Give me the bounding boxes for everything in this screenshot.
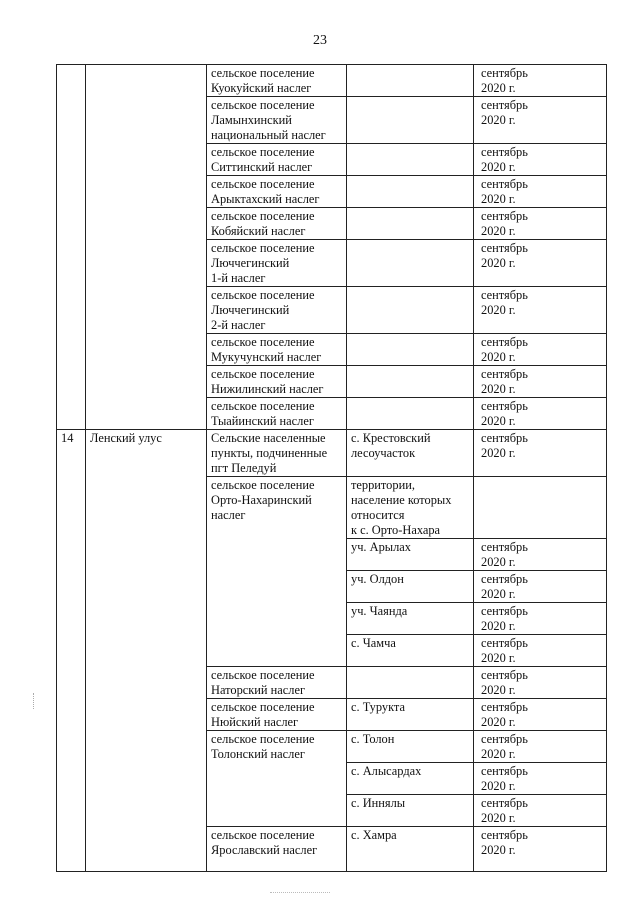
deadline-cell: сентябрь 2020 г. [474, 539, 607, 571]
deadline-cell: сентябрь 2020 г. [474, 366, 607, 398]
deadline-cell: сентябрь 2020 г. [474, 699, 607, 731]
locality-cell: с. Иннялы [347, 795, 474, 827]
locality-cell [347, 287, 474, 334]
deadline-cell [474, 477, 607, 539]
settlement-cell: сельское поселение Арыктахский наслег [207, 176, 347, 208]
deadline-cell: сентябрь 2020 г. [474, 334, 607, 366]
settlement-cell: сельское поселение Мукучунский наслег [207, 334, 347, 366]
table-row [57, 430, 607, 477]
locality-cell: с. Хамра [347, 827, 474, 872]
deadline-cell: сентябрь 2020 г. [474, 208, 607, 240]
deadline-cell: сентябрь 2020 г. [474, 763, 607, 795]
locality-cell: с. Крестовский лесоучасток [347, 430, 474, 477]
locality-cell [347, 65, 474, 97]
locality-cell: уч. Олдон [347, 571, 474, 603]
settlement-cell: сельское поселение Тыайинский наслег [207, 398, 347, 430]
settlements-table [56, 64, 607, 872]
locality-cell: уч. Арылах [347, 539, 474, 571]
settlement-cell: сельское поселение Нижилинский наслег [207, 366, 347, 398]
scan-bottom-mark [270, 892, 330, 893]
deadline-cell: сентябрь 2020 г. [474, 827, 607, 872]
locality-cell: уч. Чаянда [347, 603, 474, 635]
number-cell: 14 [57, 430, 86, 872]
locality-cell [347, 366, 474, 398]
locality-cell [347, 240, 474, 287]
settlement-cell: сельское поселение Куокуйский наслег [207, 65, 347, 97]
locality-cell: с. Чамча [347, 635, 474, 667]
locality-cell [347, 667, 474, 699]
settlement-cell: сельское поселение Ламынхинский национальный наслег [207, 97, 347, 144]
settlement-cell: сельское поселение Ярославский наслег [207, 827, 347, 872]
deadline-cell: сентябрь 2020 г. [474, 430, 607, 477]
deadline-cell: сентябрь 2020 г. [474, 97, 607, 144]
settlement-cell: сельское поселение Люччегинский 1-й наслег [207, 240, 347, 287]
deadline-cell: сентябрь 2020 г. [474, 731, 607, 763]
deadline-cell: сентябрь 2020 г. [474, 240, 607, 287]
settlement-cell: сельское поселение Кобяйский наслег [207, 208, 347, 240]
deadline-cell: сентябрь 2020 г. [474, 398, 607, 430]
locality-header-cell: территории, население которых относится к с. Орто-Нахара [347, 477, 474, 539]
deadline-cell: сентябрь 2020 г. [474, 176, 607, 208]
locality-cell [347, 176, 474, 208]
locality-cell: с. Алысардах [347, 763, 474, 795]
locality-cell [347, 208, 474, 240]
settlement-cell: Сельские населенные пункты, подчиненные пгт Пеледуй [207, 430, 347, 477]
settlement-cell: сельское поселение Ситтинский наслег [207, 144, 347, 176]
deadline-cell: сентябрь 2020 г. [474, 795, 607, 827]
deadline-cell: сентябрь 2020 г. [474, 603, 607, 635]
deadline-cell: сентябрь 2020 г. [474, 571, 607, 603]
settlement-cell: сельское поселение Нюйский наслег [207, 699, 347, 731]
table-row [57, 65, 607, 97]
page-number: 23 [313, 33, 327, 48]
district-cell: Ленский улус [86, 430, 207, 872]
locality-cell [347, 334, 474, 366]
locality-cell: с. Турукта [347, 699, 474, 731]
deadline-cell: сентябрь 2020 г. [474, 635, 607, 667]
number-cell [57, 65, 86, 430]
deadline-cell: сентябрь 2020 г. [474, 287, 607, 334]
deadline-cell: сентябрь 2020 г. [474, 65, 607, 97]
settlement-cell: сельское поселение Толонский наслег [207, 731, 347, 827]
settlement-cell: сельское поселение Люччегинский 2-й наслег [207, 287, 347, 334]
locality-cell [347, 144, 474, 176]
locality-cell [347, 398, 474, 430]
deadline-cell: сентябрь 2020 г. [474, 144, 607, 176]
district-cell [86, 65, 207, 430]
settlement-cell: сельское поселение Орто-Нахаринский наслег [207, 477, 347, 667]
locality-cell [347, 97, 474, 144]
locality-cell: с. Толон [347, 731, 474, 763]
scan-margin-mark [33, 693, 35, 709]
settlement-cell: сельское поселение Наторский наслег [207, 667, 347, 699]
deadline-cell: сентябрь 2020 г. [474, 667, 607, 699]
